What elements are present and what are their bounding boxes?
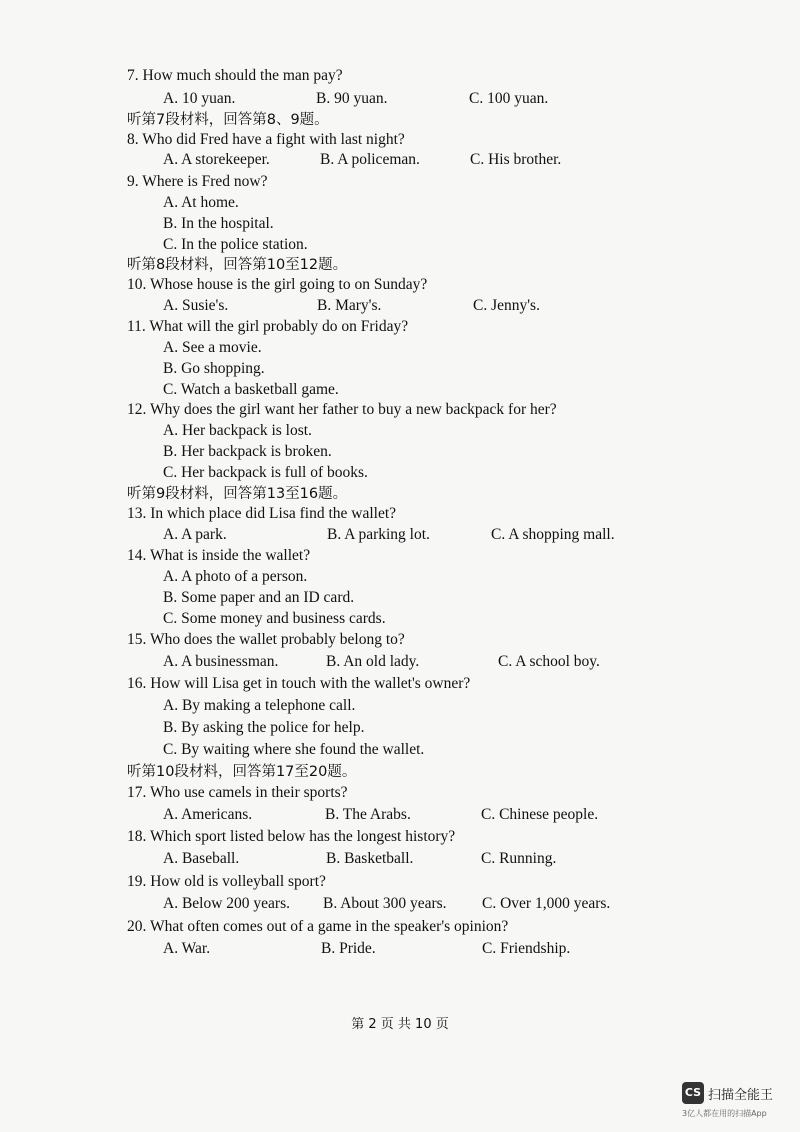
camscanner-logo-icon: CS xyxy=(682,1082,704,1104)
q10-option-c: C. Jenny's. xyxy=(473,297,540,314)
question-19: 19. How old is volleyball sport? xyxy=(127,873,326,890)
q9-option-a: A. At home. xyxy=(163,194,239,211)
q16-option-a: A. By making a telephone call. xyxy=(163,697,356,714)
q18-option-b: B. Basketball. xyxy=(326,850,414,867)
q12-option-b: B. Her backpack is broken. xyxy=(163,443,332,460)
q12-option-c: C. Her backpack is full of books. xyxy=(163,464,368,481)
q13-option-a: A. A park. xyxy=(163,526,227,543)
question-11: 11. What will the girl probably do on Friday? xyxy=(127,318,409,335)
q9-option-c: C. In the police station. xyxy=(163,236,308,253)
q15-option-a: A. A businessman. xyxy=(163,653,279,670)
question-15: 15. Who does the wallet probably belong to? xyxy=(127,631,405,648)
q19-option-b: B. About 300 years. xyxy=(323,895,447,912)
q17-option-b: B. The Arabs. xyxy=(325,806,411,823)
q11-option-a: A. See a movie. xyxy=(163,339,262,356)
q11-option-b: B. Go shopping. xyxy=(163,360,265,377)
question-9: 9. Where is Fred now? xyxy=(127,173,268,190)
watermark-tagline: 3亿人都在用的扫描App xyxy=(682,1109,767,1118)
question-8: 8. Who did Fred have a fight with last night? xyxy=(127,131,405,148)
q16-option-b: B. By asking the police for help. xyxy=(163,719,365,736)
scanner-watermark xyxy=(682,1082,786,1122)
q14-option-b: B. Some paper and an ID card. xyxy=(163,589,355,606)
question-20: 20. What often comes out of a game in the speaker's opinion? xyxy=(127,918,509,935)
q17-option-a: A. Americans. xyxy=(163,806,253,823)
q7-option-b: B. 90 yuan. xyxy=(316,90,388,107)
q13-option-b: B. A parking lot. xyxy=(327,526,430,543)
q15-option-c: C. A school boy. xyxy=(498,653,600,670)
q14-option-a: A. A photo of a person. xyxy=(163,568,308,585)
q20-option-a: A. War. xyxy=(163,940,211,957)
question-17: 17. Who use camels in their sports? xyxy=(127,784,348,801)
q18-option-c: C. Running. xyxy=(481,850,557,867)
q15-option-b: B. An old lady. xyxy=(326,653,420,670)
section-8-heading: 听第8段材料，回答第10至12题。 xyxy=(127,257,348,273)
question-13: 13. In which place did Lisa find the wallet? xyxy=(127,505,397,522)
q19-option-a: A. Below 200 years. xyxy=(163,895,290,912)
q17-option-c: C. Chinese people. xyxy=(481,806,599,823)
section-7-heading: 听第7段材料，回答第8、9题。 xyxy=(127,112,329,128)
question-10: 10. Whose house is the girl going to on Sunday? xyxy=(127,276,428,293)
q10-option-b: B. Mary's. xyxy=(317,297,382,314)
section-9-heading: 听第9段材料，回答第13至16题。 xyxy=(127,486,348,502)
q16-option-c: C. By waiting where she found the wallet. xyxy=(163,741,425,758)
q7-option-c: C. 100 yuan. xyxy=(469,90,549,107)
section-10-heading: 听第10段材料，回答第17至20题。 xyxy=(127,764,357,780)
q8-option-c: C. His brother. xyxy=(470,151,562,168)
q8-option-b: B. A policeman. xyxy=(320,151,420,168)
question-18: 18. Which sport listed below has the longest history? xyxy=(127,828,456,845)
q20-option-b: B. Pride. xyxy=(321,940,376,957)
q14-option-c: C. Some money and business cards. xyxy=(163,610,386,627)
q19-option-c: C. Over 1,000 years. xyxy=(482,895,611,912)
q12-option-a: A. Her backpack is lost. xyxy=(163,422,312,439)
q20-option-c: C. Friendship. xyxy=(482,940,571,957)
q8-option-a: A. A storekeeper. xyxy=(163,151,270,168)
q13-option-c: C. A shopping mall. xyxy=(491,526,615,543)
q9-option-b: B. In the hospital. xyxy=(163,215,274,232)
question-14: 14. What is inside the wallet? xyxy=(127,547,311,564)
question-16: 16. How will Lisa get in touch with the wallet's owner? xyxy=(127,675,471,692)
question-7: 7. How much should the man pay? xyxy=(127,67,343,84)
q7-option-a: A. 10 yuan. xyxy=(163,90,236,107)
page-number: 第 2 页 共 10 页 xyxy=(351,1017,449,1032)
q18-option-a: A. Baseball. xyxy=(163,850,240,867)
q10-option-a: A. Susie's. xyxy=(163,297,229,314)
q11-option-c: C. Watch a basketball game. xyxy=(163,381,339,398)
watermark-app-name: 扫描全能王 xyxy=(708,1088,774,1103)
question-12: 12. Why does the girl want her father to buy a new backpack for her? xyxy=(127,401,557,418)
